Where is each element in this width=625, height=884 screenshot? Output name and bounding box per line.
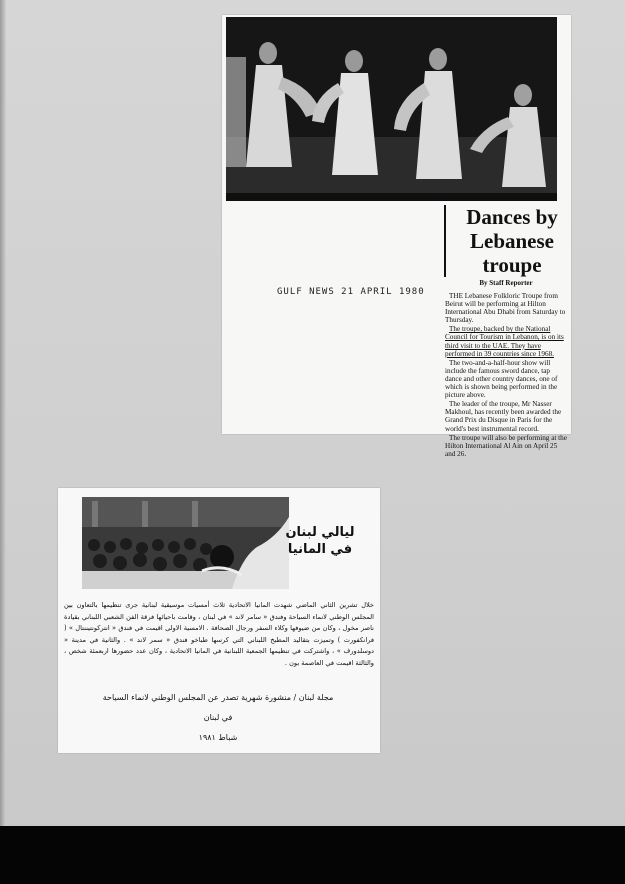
dancers-photo	[226, 17, 557, 201]
audience-photo	[82, 497, 289, 589]
magazine-clipping-arabic	[58, 488, 380, 753]
arabic-source-line: في لبنان	[203, 713, 233, 722]
arabic-source	[68, 688, 368, 748]
page-edge-shadow	[0, 0, 6, 826]
article-paragraph: THE Lebanese Folkloric Troupe from Beirut will be performing at Hilton International Abu Dhabi from Saturday to Thursday.	[445, 292, 566, 325]
article-byline: By Staff Reporter	[479, 279, 533, 287]
article-headline: Dances by Lebanese troupe	[444, 205, 572, 277]
newspaper-clipping-gulf-news	[222, 15, 571, 458]
arabic-body: خلال تشرين الثاني الماضي شهدت المانيا الاتحادية ثلاث أمسيات موسيقية لبنانية جرى تنظيمها بالتعاون بين المجلس الوطني لانماء السياحة وفندق « سامر لاند » في لبنان ، وقامت باحيائها فرقة الفن الشعبي اللبناني بقيادة ناصر مخول ، وكان من ضيوفها وكلاء السفر ورجال الصحافة . الامسية الاولى اقيمت في فندق « انتركونتيننتال » ( فرانكفورت ) وتميزت بتقاليد المطبخ اللبناني التي كرسها طباخو فندق « سمر لاند » . والثانية في مدينة « دوسلدورف » ، واشتركت في تنظيمها الجمعية اللبنانية في المانيا الاتحادية ، وكان عدد حضورها اربعمئة شخص ، والثالثة اقيمت في العاصمة بون .	[64, 601, 374, 667]
article-paragraph: The troupe will also be performing at the Hilton International Al Ain on April 25 and 26.	[445, 433, 567, 458]
article-paragraph: The two-and-a-half-hour show will include the famous sword dance, tap dance and other country dances, one of which is shown being performed in the picture above.	[445, 358, 558, 400]
arabic-source-date: شباط ١٩٨١	[198, 733, 238, 742]
article-paragraph: The troupe, backed by the National Council for Tourism in Lebanon, is on its third visit to the UAE. They have performed in 39 countries since 1968.	[445, 325, 564, 358]
source-stamp: GULF NEWS 21 APRIL 1980	[277, 287, 425, 297]
arabic-source-line: مجلة لبنان / منشورة شهرية تصدر عن المجلس الوطني لانماء السياحة	[102, 693, 334, 702]
article-body	[445, 292, 567, 459]
article-paragraph: The leader of the troupe, Mr Nasser Makhoul, has recently been awarded the Grand Prix du Disque in Paris for the world's best instrumental record.	[445, 400, 562, 433]
arabic-title: ليالي لبنان في المانيا	[285, 525, 355, 557]
scan-bottom-border	[0, 826, 625, 884]
